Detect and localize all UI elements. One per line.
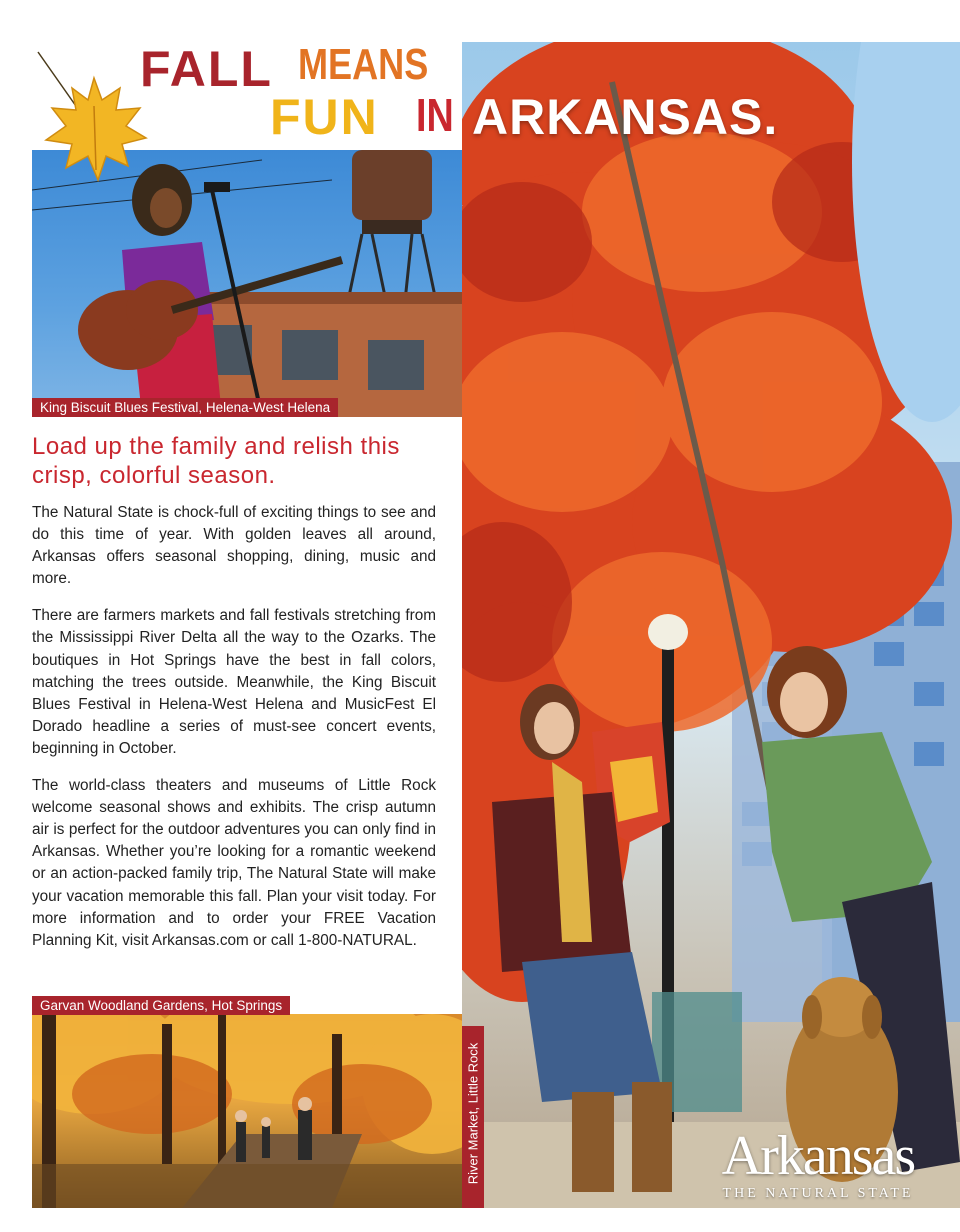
subhead: Load up the family and relish this crisp, colorful season. [32, 433, 400, 489]
paragraph: There are farmers markets and fall festivals stretching from the Mississippi River Delta all the way to the Ozarks. The boutiques in Hot Springs have the best in fall colors, matching the trees outside. Meanwhile, the King Biscuit Blues Festival in Helena-West Helena and MusicFest El Dorado headline a series of must-see concert events, beginning in October. [32, 607, 436, 757]
paragraph: The world-class theaters and museums of Little Rock welcome seasonal shows and exhibits. The crisp autumn air is perfect for the outdoor adventures you can only find in Arkansas. Whether you’re looking for a romantic weekend or an action-packed family trip, The Natural State will make your vacation memorable this fall. Plan your visit today. For more information and to order your FREE Vacation Planning Kit, visit Arkansas.com or call 1-800-NATURAL. [32, 777, 436, 949]
arkansas-logo [708, 1125, 928, 1208]
logo-wordmark: Arkansas [721, 1125, 915, 1187]
caption-bottom-photo: Garvan Woodland Gardens, Hot Springs [32, 996, 290, 1015]
headline-fall: FALL [140, 41, 273, 97]
headline-in: IN [416, 89, 454, 141]
headline-means: MEANS [298, 40, 429, 89]
logo-tagline: THE NATURAL STATE [722, 1186, 914, 1201]
headline-fun: FUN [270, 89, 379, 145]
caption-hero-photo [462, 1026, 484, 1208]
maple-leaf-icon [28, 48, 158, 198]
caption-hero-photo-text: River Market, Little Rock [465, 1042, 481, 1185]
hero-photo-art [462, 42, 960, 1208]
woodland-gardens-photo [32, 1014, 462, 1208]
hero-photo [462, 42, 960, 1208]
woodland-gardens-photo-art [32, 1014, 462, 1208]
headline-arkansas: ARKANSAS. [472, 89, 779, 145]
body-copy [32, 502, 436, 967]
caption-top-photo: King Biscuit Blues Festival, Helena-West Helena [32, 398, 338, 417]
paragraph: The Natural State is chock-full of exciting things to see and do this time of year. With golden leaves all around, Arkansas offers seasonal shopping, dining, music and more. [32, 504, 436, 588]
